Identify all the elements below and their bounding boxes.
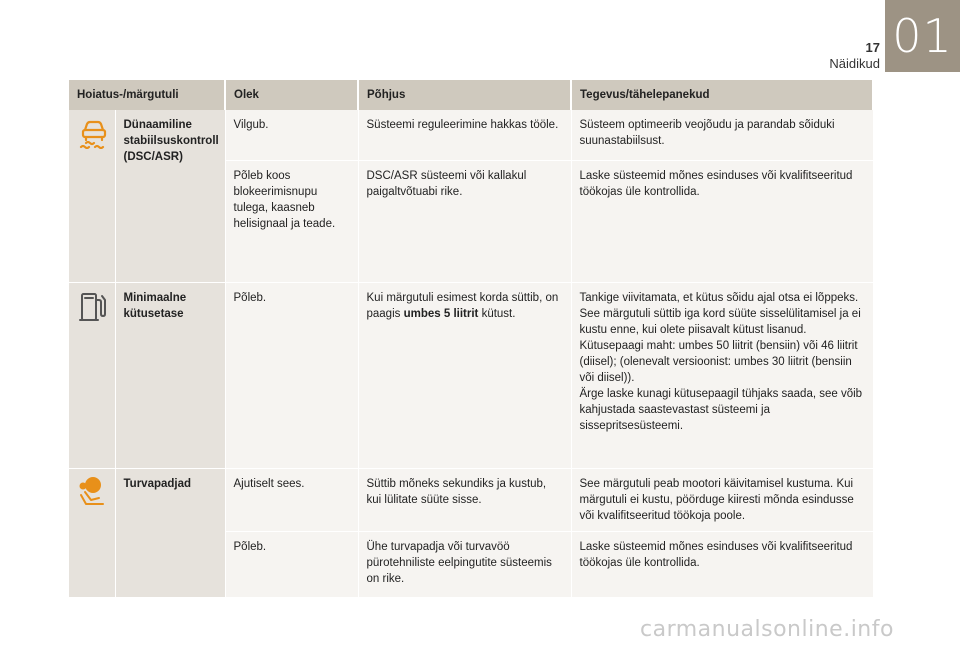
cause-cell: Süsteemi reguleerimine hakkas tööle. [358,110,571,160]
cause-cell: Süttib mõneks sekundiks ja kustub, kui lülitate süüte sisse. [358,468,571,531]
section-title: Näidikud [829,56,880,71]
icon-cell [69,282,115,468]
icon-cell [69,110,115,282]
cause-text: Kui märgutuli esimest korda süttib, on paagis [366,291,559,320]
fuel-pump-icon [77,290,107,324]
action-cell: Tankige viivitamata, et kütus sõidu ajal otsa ei lõppeks. See märgutuli süttib iga kord süüte sisselülitamisel ja ei kustu enne, kui olete piisavalt kütust lisanud. Kütusepaagi maht: umbes 50 liitrit (bensiin) või 46 liitrit (diisel); (olenevalt versioonist: umbes 30 liitrit (bensiin või diisel)). Ärge laske kunagi kütusepaagil tühjaks saada, see võib kahjustada saastevastast süsteemi ja sissepritsesüsteemi. [571,282,873,468]
column-header-cause: Põhjus [358,80,571,110]
warning-name: Turvapadjad [115,468,225,597]
action-cell: Laske süsteemid mõnes esinduses või kvalifitseeritud töökojas üle kontrollida. [571,531,873,597]
state-cell: Põleb koos blokeerimisnupu tulega, kaasneb helisignaal ja teade. [225,160,358,282]
table-header-row [69,80,873,110]
page-number: 17 [865,40,880,55]
action-cell: See märgutuli peab mootori käivitamisel kustuma. Kui märgutuli ei kustu, pöörduge kiiresti mõnda esindusse või kvalifitseeritud töökoja poole. [571,468,873,531]
cause-cell: DSC/ASR süsteemi või kallakul paigaltvõtuabi rike. [358,160,571,282]
warning-name: Dünaamiline stabiilsuskontroll (DSC/ASR) [115,110,225,282]
cause-cell: Ühe turvapadja või turvavöö pürotehniliste eelpingutite süsteemis on rike. [358,531,571,597]
icon-cell [69,468,115,597]
column-header-action: Tegevus/tähelepanekud [571,80,873,110]
dsc-skid-icon [77,117,107,149]
state-cell: Vilgub. [225,110,358,160]
state-cell: Ajutiselt sees. [225,468,358,531]
table-row [69,282,873,468]
action-cell: Süsteem optimeerib veojõudu ja parandab sõiduki suunastabiilsust. [571,110,873,160]
state-cell: Põleb. [225,531,358,597]
watermark: carmanualsonline.info [640,617,894,642]
cause-cell [358,282,571,468]
cause-emphasis: umbes 5 liitrit [403,307,479,320]
action-cell: Laske süsteemid mõnes esinduses või kvalifitseeritud töökojas üle kontrollida. [571,160,873,282]
state-cell: Põleb. [225,282,358,468]
table-row [69,468,873,531]
chapter-tab: 01 [885,0,960,72]
table-row [69,110,873,160]
warning-lights-table [69,80,874,598]
cause-text-end: kütust. [478,307,516,320]
warning-name: Minimaalne kütusetase [115,282,225,468]
column-header-state: Olek [225,80,358,110]
airbag-icon [77,476,107,508]
column-header-warning-light: Hoiatus-/märgutuli [69,80,225,110]
